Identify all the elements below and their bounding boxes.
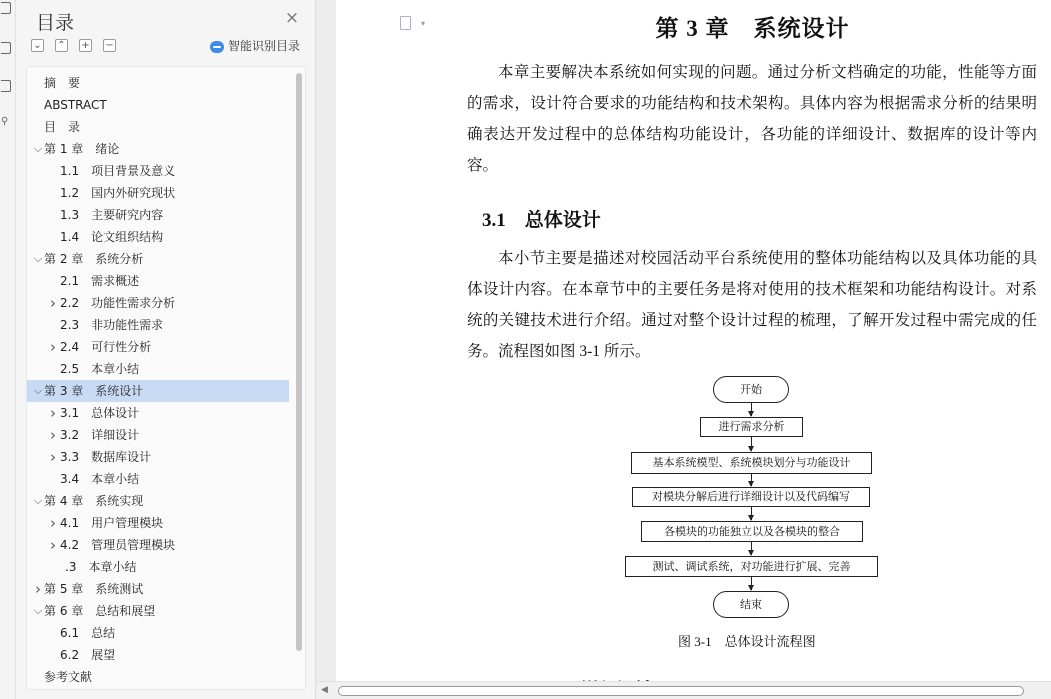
toc-item[interactable] (27, 160, 289, 182)
toc-item[interactable] (27, 314, 289, 336)
collapse-all-icon[interactable]: ⌄ (31, 39, 44, 52)
toc-title: 目录 (36, 12, 75, 34)
chevron-right-icon[interactable]: › (50, 536, 56, 554)
toc-item-label: 第 6 章 总结和展望 (44, 604, 156, 618)
toc-item[interactable] (27, 270, 289, 292)
toc-item-label: 第 5 章 系统测试 (44, 582, 144, 596)
flow-end: 结束 (713, 591, 789, 618)
smart-toc-button[interactable] (210, 38, 300, 55)
document-area (316, 0, 1051, 699)
scroll-left-icon[interactable]: ◀ (321, 685, 328, 695)
toc-item[interactable] (27, 358, 289, 380)
toc-item-label: 1.4 论文组织结构 (60, 230, 164, 244)
flow-step: 对模块分解后进行详细设计以及代码编写 (632, 487, 870, 507)
toc-item[interactable] (27, 512, 289, 534)
toc-item-label: 第 2 章 系统分析 (44, 252, 144, 266)
flow-arrow (751, 577, 752, 590)
horizontal-scrollbar[interactable] (316, 681, 1051, 699)
toc-item[interactable] (27, 578, 289, 600)
toc-item-label: 摘 要 (44, 76, 81, 90)
flow-step: 各模块的功能独立以及各模块的整合 (641, 521, 863, 542)
smart-toc-label: 智能识别目录 (228, 39, 301, 53)
flow-start: 开始 (713, 376, 789, 403)
toc-item-label: .3 本章小结 (65, 560, 137, 574)
toc-item[interactable] (27, 138, 289, 160)
toc-item-label: 4.1 用户管理模块 (60, 516, 164, 530)
toc-item[interactable] (27, 622, 289, 644)
chevron-down-icon[interactable]: ⌵ (33, 384, 43, 397)
toc-item[interactable] (27, 226, 289, 248)
expand-all-icon[interactable]: ⌃ (55, 39, 68, 52)
side-icon-strip (0, 0, 16, 699)
toc-item[interactable] (27, 424, 289, 446)
toc-item-label: 2.4 可行性分析 (60, 340, 152, 354)
toc-item-label: 6.2 展望 (60, 648, 116, 662)
toc-item-label: 6.1 总结 (60, 626, 116, 640)
pages-icon[interactable] (1, 80, 11, 92)
toc-item[interactable] (27, 600, 289, 622)
nav-icon[interactable] (1, 2, 11, 14)
toc-item-label: ABSTRACT (44, 98, 107, 112)
flow-arrow (751, 542, 752, 555)
chevron-right-icon[interactable]: › (50, 448, 56, 466)
flow-step: 测试、调试系统，对功能进行扩展、完善 (625, 556, 878, 577)
section-heading: 3.1 总体设计 (482, 210, 601, 231)
remove-heading-icon[interactable]: − (103, 39, 116, 52)
toc-scrollbar[interactable] (296, 73, 302, 651)
toc-item-label: 2.5 本章小结 (60, 362, 140, 376)
chapter-heading: 第 3 章 系统设计 (655, 16, 850, 41)
flow-step: 基本系统模型、系统模块划分与功能设计 (631, 452, 872, 474)
toc-item-label: 1.3 主要研究内容 (60, 208, 164, 222)
toc-item-label: 参考文献 (44, 670, 93, 684)
chevron-right-icon[interactable]: › (50, 426, 56, 444)
toc-item[interactable] (27, 446, 289, 468)
toc-item-label: 2.2 功能性需求分析 (60, 296, 176, 310)
toc-item-label: 1.1 项目背景及意义 (60, 164, 176, 178)
flow-arrow (751, 403, 752, 416)
toc-item-label: 第 4 章 系统实现 (44, 494, 144, 508)
document-page (336, 0, 1051, 699)
toc-item-label: 2.1 需求概述 (60, 274, 140, 288)
chevron-down-icon[interactable]: ⌵ (33, 604, 43, 617)
toc-item-label: 3.3 数据库设计 (60, 450, 152, 464)
toc-item[interactable] (27, 116, 289, 138)
document-icon[interactable]: ▾ (400, 16, 414, 32)
toc-item[interactable] (27, 94, 289, 116)
horizontal-scroll-thumb[interactable] (338, 686, 1024, 696)
search-icon[interactable]: ⚲ (1, 116, 9, 127)
toc-item-label: 1.2 国内外研究现状 (60, 186, 176, 200)
toc-item-label: 4.2 管理员管理模块 (60, 538, 176, 552)
chevron-down-icon[interactable]: ⌵ (33, 252, 43, 265)
smart-recognize-icon (210, 41, 224, 53)
flowchart (616, 372, 886, 652)
toc-item[interactable] (27, 380, 289, 402)
toc-list (27, 72, 289, 688)
toc-panel (16, 0, 316, 699)
flow-arrow (751, 507, 752, 520)
flow-arrow (751, 474, 752, 486)
toc-item[interactable] (27, 182, 289, 204)
intro-paragraph: 本章主要解决本系统如何实现的问题。通过分析文档确定的功能，性能等方面的需求，设计符合要求的功能结构和技术架构。具体内容为根据需求分析的结果明确表达开发过程中的总体结构功能设计，各功能的详细设计、数据库的设计等内容。 (467, 64, 1037, 174)
chevron-right-icon[interactable]: › (50, 404, 56, 422)
toc-item-label: 目 录 (44, 120, 81, 134)
toc-item[interactable] (27, 534, 289, 556)
chevron-down-icon[interactable]: ⌵ (33, 494, 43, 507)
toc-item[interactable] (27, 336, 289, 358)
flow-arrow (751, 437, 752, 451)
flow-step: 进行需求分析 (700, 417, 803, 437)
add-heading-icon[interactable]: + (79, 39, 92, 52)
toc-tree (26, 66, 306, 690)
chevron-right-icon[interactable]: › (50, 294, 56, 312)
chevron-right-icon[interactable]: › (50, 514, 56, 532)
chevron-right-icon[interactable]: › (50, 338, 56, 356)
figure-caption: 图 3-1 总体设计流程图 (678, 634, 816, 649)
toc-item[interactable] (27, 72, 289, 94)
section-paragraph: 本小节主要是描述对校园活动平台系统使用的整体功能结构以及具体功能的具体设计内容。在本章节中的主要任务是将对使用的技术框架和功能结构设计。对系统的关键技术进行介绍。通过对整个设计过程的梳理，了解开发过程中需完成的任务。流程图如图 3-1 所示。 (467, 250, 1037, 360)
toc-item[interactable] (27, 402, 289, 424)
toc-item[interactable] (27, 490, 289, 512)
toc-item[interactable] (27, 204, 289, 226)
toc-item-label: 第 1 章 绪论 (44, 142, 120, 156)
chevron-right-icon[interactable]: › (35, 580, 41, 598)
toc-item[interactable] (27, 292, 289, 314)
toc-item-label: 3.2 详细设计 (60, 428, 140, 442)
toc-item-label: 3.4 本章小结 (60, 472, 140, 486)
toc-item-label: 2.3 非功能性需求 (60, 318, 164, 332)
toc-item-label: 第 3 章 系统设计 (44, 384, 144, 398)
toc-item[interactable] (27, 468, 289, 490)
toc-item[interactable] (27, 248, 289, 270)
toc-item[interactable] (27, 644, 289, 666)
close-icon[interactable]: × (284, 8, 300, 28)
toc-item[interactable] (27, 666, 289, 688)
chevron-down-icon[interactable]: ⌵ (33, 142, 43, 155)
bookmark-icon[interactable] (1, 42, 11, 54)
toc-item-label: 3.1 总体设计 (60, 406, 140, 420)
toc-item[interactable] (27, 556, 289, 578)
